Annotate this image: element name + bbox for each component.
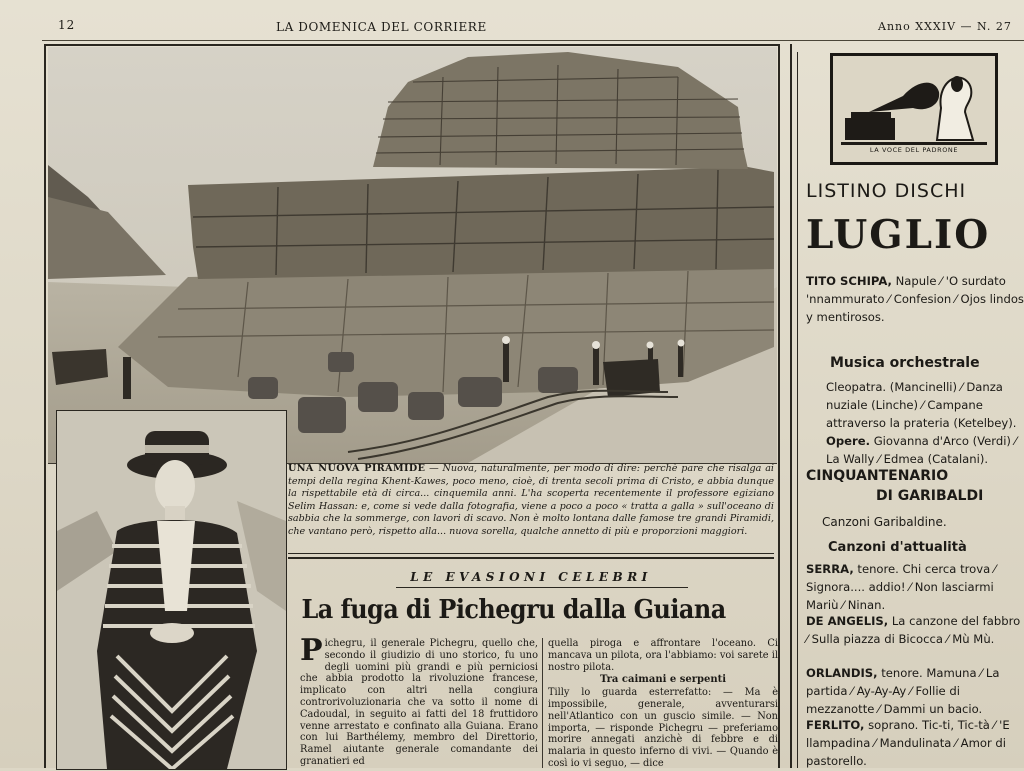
artist-ferlito: FERLITO, <box>806 718 865 732</box>
kicker-underline <box>396 587 688 588</box>
opere-titles: Giovanna d'Arco (Verdi) ⁄ La Wally ⁄ Edmea (Catalani). <box>826 434 1017 467</box>
caption-text: — Nuova, naturalmente, per modo di dire: perchè pare che risalga ai tempi della regina Khent-Kawes, poco meno, cioè, di trenta secoli prima di Cristo, e abbia dunque la rispettabile età di circa... cinquemila anni. L'ha scoperta recentemente il professore egiziano Selim Hassan: e, come si vede dalla fotografia, viene a poco a poco « tratta a galla » sull'oceano di sabbia che la sommerge, con lavori di scavo. Non è molto lontana dalle famose tre grandi Piramidi, che vantano però, rispetto alla... nuova sorella, qualche annetto di più e proporzioni maggiori. <box>288 463 774 537</box>
portrait-photo <box>56 410 287 770</box>
issue-number: Anno XXXIV — N. 27 <box>878 20 1012 33</box>
section-cinquantenario: CINQUANTENARIO <box>806 468 949 484</box>
advert-ferlito <box>806 716 1024 771</box>
page-number: 12 <box>58 18 76 32</box>
section-garibaldi: DI GARIBALDI <box>876 488 984 504</box>
advert-title-luglio: LUGLIO <box>806 212 991 258</box>
ferlito-titles: soprano. Tic-ti, Tic-tà ⁄ 'E llampadina ⁄ Mandulinata ⁄ Amor di pastorello. <box>806 718 1010 769</box>
pyramid-photo <box>48 47 777 464</box>
pyramid-illustration <box>48 47 777 463</box>
artist-schipa: TITO SCHIPA, <box>806 274 892 288</box>
advert-de-angelis <box>806 612 1024 648</box>
column-2-text-a: quella piroga e affrontare l'oceano. Ci mancava un pilota, ora l'abbiamo: voi sarete il nostro pilota. <box>548 638 778 673</box>
column-separator <box>542 638 543 768</box>
section-orchestral: Musica orchestrale <box>830 355 980 371</box>
column-2-text-b: Tilly lo guarda esterrefatto: — Ma è impossibile, generale, avventurarsi nell'Atlantico con un guscio simile. — Non importa, — risponde Pichegru — preferiamo morire annegati anzichè di febbre e di malaria in questo inferno di vivi. — Quando è così io vi seguo, — dice <box>548 687 778 768</box>
running-head <box>0 18 1024 40</box>
advert-serra <box>806 560 1024 615</box>
photo-caption <box>288 463 774 554</box>
artist-serra: SERRA, <box>806 562 854 576</box>
artist-de-angelis: DE ANGELIS, <box>806 614 889 628</box>
portrait-illustration <box>57 411 286 769</box>
article-top-rule <box>288 557 774 559</box>
top-rule <box>42 40 1024 41</box>
orlandis-titles: tenore. Mamuna ⁄ La partida ⁄ Ay-Ay-Ay ⁄ Follie di mezzanotte ⁄ Dammi un bacio. <box>806 666 1000 717</box>
caption-title: UNA NUOVA PIRAMIDE <box>288 463 426 474</box>
advert-orlandis <box>806 664 1024 719</box>
advert-schipa <box>806 272 1024 327</box>
drop-cap: P <box>300 638 323 668</box>
opere-label: Opere. <box>826 434 871 448</box>
garibaldi-songs: Canzoni Garibaldine. <box>822 515 947 529</box>
advert-title-listino: LISTINO DISCHI <box>806 180 967 202</box>
article-kicker: LE EVASIONI CELEBRI <box>410 570 652 584</box>
article-subhead: Tra caimani e serpenti <box>599 674 727 686</box>
advert-opere <box>806 432 1024 468</box>
article-column-2 <box>548 638 778 768</box>
masthead: LA DOMENICA DEL CORRIERE <box>276 20 487 34</box>
serra-titles: tenore. Chi cerca trova ⁄ Signora.... addio! ⁄ Non lasciarmi Mariù ⁄ Ninan. <box>806 562 996 613</box>
de-angelis-titles: La canzone del fabbro ⁄ Sulla piazza di Bicocca ⁄ Mù Mù. <box>806 614 1021 647</box>
section-attualita: Canzoni d'attualità <box>828 540 967 555</box>
artist-orlandis: ORLANDIS, <box>806 666 878 680</box>
column-1-text: ichegru, il generale Pichegru, quello che, secondo il giudizio di uno storico, fu uno degli uomini più grandi e più perniciosi che abbia prodotto la rivoluzione francese, implicato con altri nella congiura controrivoluzionaria che va sotto il nome di Cadoudal, in seguito ai fatti del 18 fruttidoro venne arrestato e confinato alla Guiana. Erano con lui Barthélemy, membro del Direttorio, Ramel aiutante generale comandante dei granatieri ed <box>300 638 538 767</box>
article-column-1 <box>300 638 538 768</box>
schipa-titles: Napule ⁄ 'O surdato 'nnammurato ⁄ Confesion ⁄ Ojos lindos y mentirosos. <box>806 274 1024 325</box>
article-headline: La fuga di Pichegru dalla Guiana <box>301 595 726 625</box>
logo-caption: LA VOCE DEL PADRONE <box>869 146 959 154</box>
orchestral-titles: Cleopatra. (Mancinelli) ⁄ Danza nuziale (Linche) ⁄ Campane attraverso la prateria (Ketelbey). <box>826 380 1017 431</box>
